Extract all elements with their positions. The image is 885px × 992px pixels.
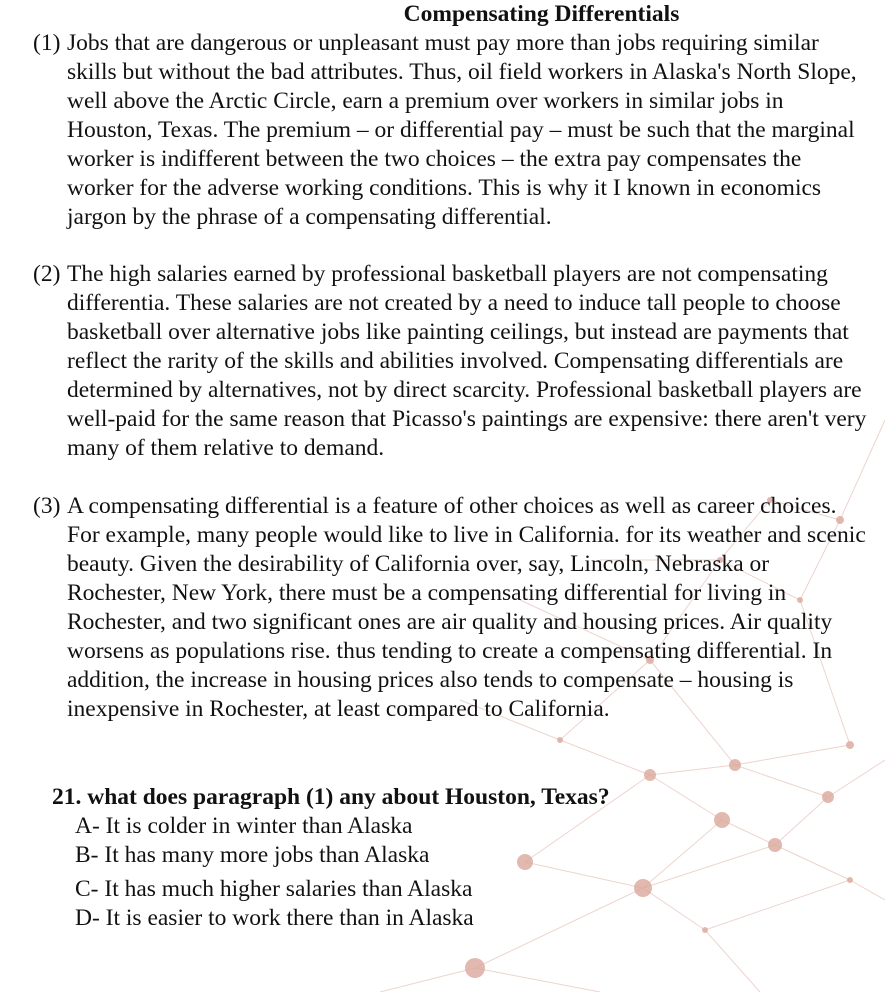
question-21: 21. what does paragraph (1) any about Houston, Texas?: [52, 784, 610, 810]
answer-option-a[interactable]: A- It is colder in winter than Alaska: [75, 813, 413, 839]
paragraph-3: [33, 492, 867, 724]
answer-option-d[interactable]: D- It is easier to work there than in Alaska: [75, 905, 474, 931]
paragraph-number: (2): [33, 261, 61, 287]
page-title: Compensating Differentials: [403, 1, 680, 27]
answer-option-c[interactable]: C- It has much higher salaries than Alaska: [75, 876, 473, 902]
answer-option-b[interactable]: B- It has many more jobs than Alaska: [75, 842, 430, 868]
paragraph-1: [33, 29, 867, 232]
paragraph-text: The high salaries earned by professional basketball players are not compensating differentia. These salaries are not created by a need to induce tall people to choose basketball over alternative jobs like painting ceilings, but instead are payments that reflect the rarity of the skills and abilities involved. Compensating differentials are determined by alternatives, not by direct scarcity. Professional basketball players are well-paid for the same reason that Picasso's paintings are expensive: there aren't very many of them relative to demand.: [67, 261, 867, 461]
paragraph-text: A compensating differential is a feature of other choices as well as career choices. For example, many people would like to live in California. for its weather and scenic beauty. Given the desirability of California over, say, Lincoln, Nebraska or Rochester, New York, there must be a compensating differential for living in Rochester, and two significant ones are air quality and housing prices. Air quality worsens as populations rise. thus tending to create a compensating differential. In addition, the increase in housing prices also tends to compensate – housing is inexpensive in Rochester, at least compared to California.: [67, 493, 866, 722]
paragraph-number: (1): [33, 30, 61, 56]
paragraph-number: (3): [33, 493, 61, 519]
paragraph-2: [33, 260, 867, 463]
paragraph-text: Jobs that are dangerous or unpleasant must pay more than jobs requiring similar skills but without the bad attributes. Thus, oil field workers in Alaska's North Slope, well above the Arctic Circle, earn a premium over workers in similar jobs in Houston, Texas. The premium – or differential pay – must be such that the marginal worker is indifferent between the two choices – the extra pay compensates the worker for the adverse working conditions. This is why it I known in economics jargon by the phrase of a compensating differential.: [67, 30, 857, 230]
